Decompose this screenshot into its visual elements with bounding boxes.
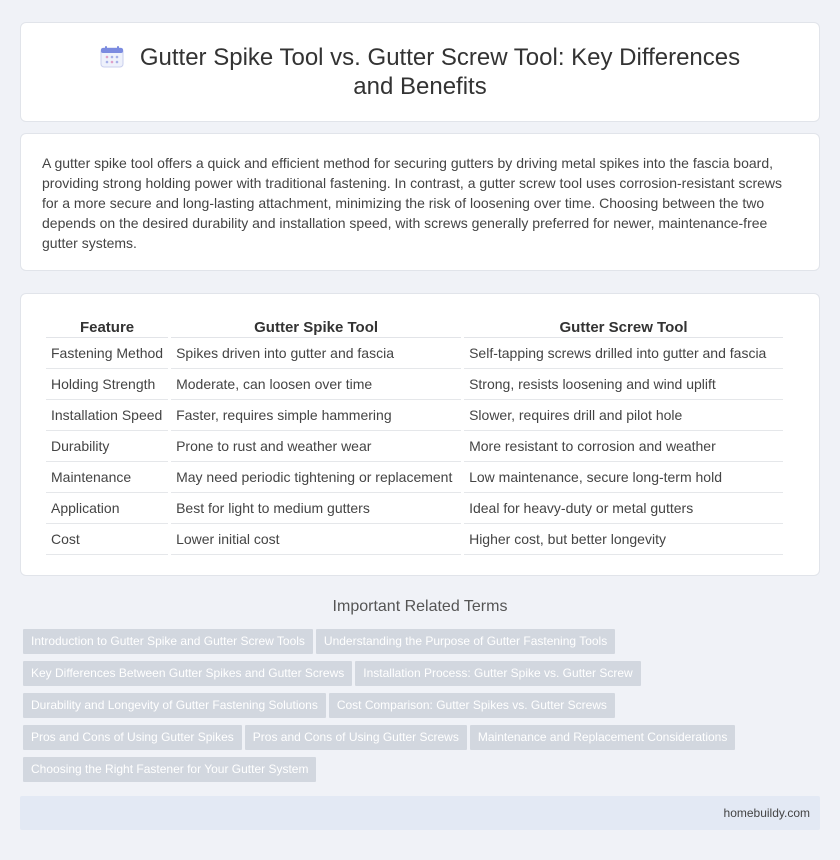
cell-spike: Spikes driven into gutter and fascia [171, 338, 461, 369]
cell-spike: Best for light to medium gutters [171, 493, 461, 524]
cell-screw: Self-tapping screws drilled into gutter and fascia [464, 338, 783, 369]
cell-spike: May need periodic tightening or replacement [171, 462, 461, 493]
related-term-tag[interactable]: Pros and Cons of Using Gutter Screws [245, 725, 467, 750]
table-row [46, 431, 783, 462]
cell-feature: Fastening Method [46, 338, 168, 369]
header-feature: Feature [46, 314, 168, 338]
footer-bar [20, 796, 820, 830]
header-spike: Gutter Spike Tool [171, 314, 461, 338]
table-header-row [46, 314, 783, 338]
cell-spike: Faster, requires simple hammering [171, 400, 461, 431]
related-term-tag[interactable]: Durability and Longevity of Gutter Fastening Solutions [23, 693, 326, 718]
related-terms-list [23, 629, 823, 789]
table-row [46, 493, 783, 524]
cell-feature: Application [46, 493, 168, 524]
related-term-tag[interactable]: Cost Comparison: Gutter Spikes vs. Gutter Screws [329, 693, 615, 718]
cell-spike: Moderate, can loosen over time [171, 369, 461, 400]
footer-site-link[interactable]: homebuildy.com [723, 806, 810, 820]
intro-text: A gutter spike tool offers a quick and efficient method for securing gutters by driving metal spikes into the fascia board, providing strong holding power with traditional fastening. In contrast, a gutter screw tool uses corrosion-resistant screws for a more secure and long-lasting attachment, minimizing the risk of loosening over time. Choosing between the two depends on the desired durability and installation speed, with screws generally preferred for newer, maintenance-free gutter systems. [42, 155, 783, 251]
cell-screw: Low maintenance, secure long-term hold [464, 462, 783, 493]
cell-screw: Ideal for heavy-duty or metal gutters [464, 493, 783, 524]
related-term-tag[interactable]: Choosing the Right Fastener for Your Gutter System [23, 757, 316, 782]
table-row [46, 462, 783, 493]
related-term-tag[interactable]: Understanding the Purpose of Gutter Fastening Tools [316, 629, 615, 654]
table-row [46, 338, 783, 369]
cell-feature: Installation Speed [46, 400, 168, 431]
related-term-tag[interactable]: Key Differences Between Gutter Spikes and Gutter Screws [23, 661, 352, 686]
header-card [20, 22, 820, 122]
cell-screw: Strong, resists loosening and wind uplift [464, 369, 783, 400]
cell-spike: Lower initial cost [171, 524, 461, 555]
page-title-wrap [81, 43, 759, 101]
related-term-tag[interactable]: Installation Process: Gutter Spike vs. Gutter Screw [355, 661, 640, 686]
page-title: Gutter Spike Tool vs. Gutter Screw Tool: Key Differences and Benefits [139, 44, 741, 100]
cell-feature: Maintenance [46, 462, 168, 493]
cell-feature: Durability [46, 431, 168, 462]
comparison-card [20, 293, 820, 576]
intro-card [20, 133, 820, 271]
related-term-tag[interactable]: Introduction to Gutter Spike and Gutter Screw Tools [23, 629, 313, 654]
calendar-icon [100, 46, 124, 68]
comparison-table [43, 314, 786, 555]
cell-spike: Prone to rust and weather wear [171, 431, 461, 462]
table-row [46, 400, 783, 431]
cell-feature: Cost [46, 524, 168, 555]
cell-screw: Slower, requires drill and pilot hole [464, 400, 783, 431]
related-term-tag[interactable]: Maintenance and Replacement Considerations [470, 725, 736, 750]
header-screw: Gutter Screw Tool [464, 314, 783, 338]
table-row [46, 369, 783, 400]
cell-screw: Higher cost, but better longevity [464, 524, 783, 555]
related-terms-title: Important Related Terms [332, 598, 508, 615]
table-row [46, 524, 783, 555]
related-term-tag[interactable]: Pros and Cons of Using Gutter Spikes [23, 725, 242, 750]
cell-feature: Holding Strength [46, 369, 168, 400]
cell-screw: More resistant to corrosion and weather [464, 431, 783, 462]
